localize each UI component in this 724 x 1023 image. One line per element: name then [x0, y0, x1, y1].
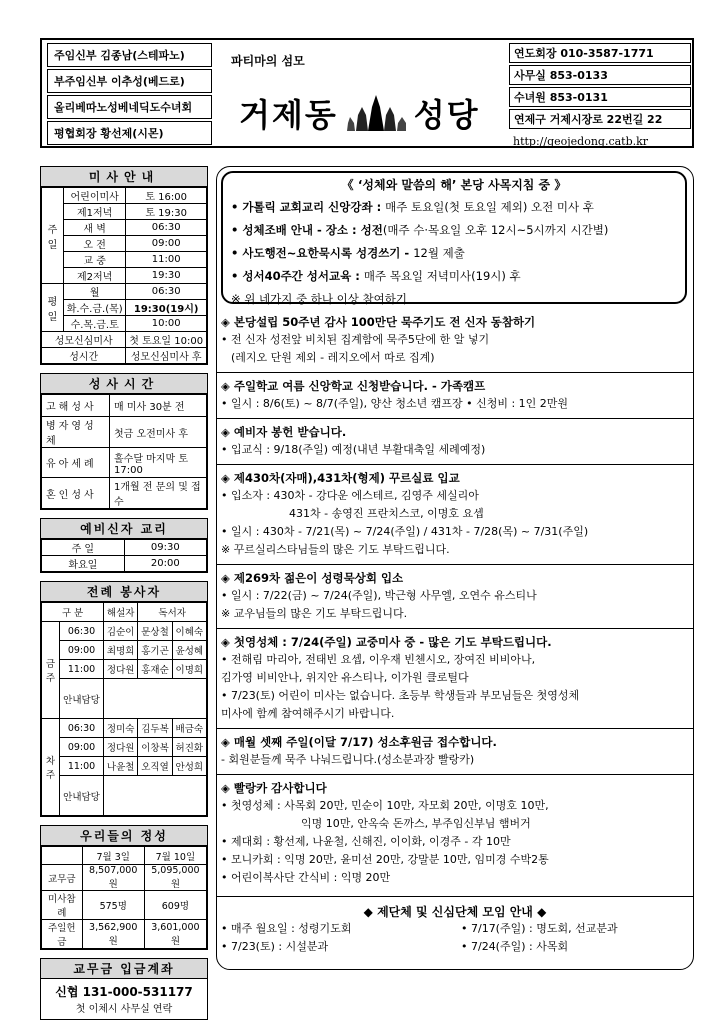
reader: 윤성혜 — [172, 641, 206, 660]
masthead — [217, 40, 507, 146]
catechumen-title: 예비신자 교리 — [41, 519, 207, 539]
stat-label: 미사참례 — [42, 891, 83, 920]
sacrament-name: 병자영성체 — [42, 417, 110, 448]
church-name — [239, 90, 480, 136]
stat-value: 609명 — [144, 891, 206, 920]
catechumen-class — [40, 518, 208, 573]
mass-name: 성시간 — [42, 348, 126, 364]
funeral-phone: 연도회장 010-3587-1771 — [509, 43, 691, 63]
notice-line: 익명 10만, 안옥숙 돈까스, 부주임신부님 햄버거 — [301, 817, 531, 830]
notice-line: • 어린이복사단 간식비 : 익명 20만 — [221, 871, 391, 884]
commentator: 정다원 — [104, 660, 138, 679]
commentator: 나윤철 — [104, 757, 138, 776]
sacrament-time: 홀수달 마지막 토 17:00 — [110, 448, 207, 478]
time-cell: 11:00 — [60, 757, 104, 776]
notice-line: • 일시 : 7/22(금) ~ 7/24(주일), 박근형 사무엘, 오연수 유스티나 — [221, 589, 537, 602]
notice-board — [216, 166, 694, 970]
mass-name: 월 — [64, 284, 126, 300]
sacrament-times — [40, 373, 208, 510]
reader: 오직열 — [138, 757, 172, 776]
usher-label: 안내담당 — [60, 679, 104, 719]
stat-value: 575명 — [82, 891, 144, 920]
notice-first-communion — [221, 633, 689, 723]
notice-line: • 전 신자 성전앞 비치된 집계함에 묵주5단에 한 알 넣기 — [221, 333, 490, 346]
group-row: • 7/23(토) : 시설분과 • 7/24(주일) : 사목회 — [221, 940, 569, 953]
class-day: 주 일 — [42, 540, 125, 556]
subtitle: 파티마의 섬모 — [231, 54, 305, 68]
notice-line: • 첫영성체 : 사목회 20만, 민순이 10만, 자모회 20만, 이명호 10만, — [221, 799, 549, 812]
council-president: 평협회장 황선제(시몬) — [47, 121, 212, 145]
guideline-item: • 사도행전~요한묵시록 성경쓰기 - 12월 제출 — [231, 246, 465, 260]
reader: 이창복 — [138, 738, 172, 757]
church-building-icon — [344, 93, 408, 133]
sacrament-title: 성사시간 — [41, 374, 207, 394]
mass-name: 어린이미사 — [64, 188, 126, 204]
col-header — [42, 847, 83, 865]
reader: 홍재순 — [138, 660, 172, 679]
commentator: 김순이 — [104, 622, 138, 641]
groups-title: ◆ 제단체 및 신심단체 모임 안내 ◆ — [363, 905, 547, 919]
convent-phone: 수녀원 853-0131 — [509, 87, 691, 107]
group-meetings — [221, 903, 689, 956]
office-phone: 사무실 853-0133 — [509, 65, 691, 85]
left-column — [40, 166, 208, 1023]
notice-line: • 전해림 마리아, 전태빈 요셉, 이우재 빈첸시오, 장여진 비비아나, — [221, 653, 536, 666]
col-header: 7월 10일 — [144, 847, 206, 865]
mass-name: 오 전 — [64, 236, 126, 252]
notice-line: ※ 꾸르실리스타님들의 많은 기도 부탁드립니다. — [221, 543, 450, 556]
church-name-right: 성당 — [413, 96, 480, 134]
mass-time: 토 16:00 — [126, 188, 207, 204]
class-time: 09:30 — [124, 540, 206, 556]
weekday-label: 평일 — [42, 284, 64, 332]
notice-line: 431차 - 송영진 프란치스코, 이명호 요셉 — [289, 507, 484, 520]
guideline-title: 《 ‘성체와 말씀의 해’ 본당 사목지침 중 》 — [341, 178, 567, 192]
col-header: 7월 3일 — [82, 847, 144, 865]
usher-cell — [104, 679, 207, 719]
mass-name: 화.수.금.(목) — [64, 300, 126, 316]
col-header: 구 분 — [42, 603, 104, 622]
this-week-label: 금주 — [42, 622, 60, 719]
sacrament-name: 고해성사 — [42, 395, 110, 417]
mass-schedule — [40, 166, 208, 365]
pastor: 주임신부 김종남(스테파노) — [47, 43, 212, 67]
stat-value: 3,562,900원 — [82, 920, 144, 949]
notice-line: ※ 교우님들의 많은 기도 부탁드립니다. — [221, 607, 408, 620]
next-week-label: 차주 — [42, 719, 60, 816]
mass-name: 제1저녁 — [64, 204, 126, 220]
notice-line: (레지오 단원 제외 - 레지오에서 따로 집계) — [231, 351, 435, 364]
mass-time: 11:00 — [126, 252, 207, 268]
stat-label: 교무금 — [42, 865, 83, 891]
notice-heading: ◈ 본당설립 50주년 감사 100만단 묵주기도 전 신자 동참하기 — [221, 315, 536, 329]
donation-account — [40, 958, 208, 1020]
notice-line: • 7/23(토) 어린이 미사는 없습니다. 초등부 학생들과 부모님들은 첫영성체 — [221, 689, 580, 702]
class-day: 화요일 — [42, 556, 125, 572]
time-cell: 06:30 — [60, 622, 104, 641]
reader: 이명희 — [172, 660, 206, 679]
sacrament-time: 매 미사 30분 전 — [110, 395, 207, 417]
guideline-item: • 성서40주간 성서교육 : 매주 목요일 저녁미사(19시) 후 — [231, 269, 521, 283]
sacrament-name: 혼인성사 — [42, 478, 110, 509]
contact-info — [509, 43, 691, 153]
pastoral-guideline — [221, 171, 687, 304]
group-row: • 매주 월요일 : 성령기도회 • 7/17(주일) : 명도회, 선교분과 — [221, 922, 618, 935]
mass-time: 19:30 — [126, 268, 207, 284]
commentator: 정미숙 — [104, 719, 138, 738]
notice-line: • 입소자 : 430차 - 강다운 에스테르, 김영주 세실리아 — [221, 489, 479, 502]
reader: 허진화 — [172, 738, 206, 757]
bulletin-header — [40, 38, 694, 148]
sisters: 올리베따노성베네딕도수녀회 — [47, 95, 212, 119]
account-title: 교무금 입금계좌 — [41, 959, 207, 979]
mass-time: 첫 토요일 10:00 — [126, 332, 207, 348]
notice-rosary — [221, 313, 689, 367]
notice-line: 미사에 함께 참여해주시기 바랍니다. — [221, 707, 395, 720]
reader: 안성희 — [172, 757, 206, 776]
website-link[interactable]: http://geojedong.catb.kr — [513, 134, 649, 148]
mass-title: 미사안내 — [41, 167, 207, 187]
guideline-item: • 가톨릭 교회교리 신앙강좌 : 매주 토요일(첫 토요일 제외) 오전 미사 후 — [231, 200, 594, 214]
commentator: 정다원 — [104, 738, 138, 757]
sunday-label: 주일 — [42, 188, 64, 284]
notice-heading: ◈ 제269차 젊은이 성령묵상회 입소 — [221, 571, 404, 585]
guideline-item: • 성체조배 안내 - 장소 : 성전(매주 수·목요일 오후 12시~5시까지 시간별) — [231, 223, 609, 237]
mass-name: 수.목.금.토 — [64, 316, 126, 332]
stat-label: 주일헌금 — [42, 920, 83, 949]
usher-cell — [104, 776, 207, 816]
mass-time: 성모신심미사 후 — [126, 348, 207, 364]
reader: 김두복 — [138, 719, 172, 738]
notice-heading: ◈ 예비자 봉헌 받습니다. — [221, 425, 347, 439]
stat-value: 8,507,000원 — [82, 865, 144, 891]
time-cell: 11:00 — [60, 660, 104, 679]
notice-youth-retreat — [221, 569, 689, 623]
mass-name: 새 벽 — [64, 220, 126, 236]
notice-vocation-fund — [221, 733, 689, 769]
church-name-left: 거제동 — [239, 96, 338, 134]
sacrament-time: 첫금 오전미사 후 — [110, 417, 207, 448]
mass-time: 토 19:30 — [126, 204, 207, 220]
col-header: 독서자 — [138, 603, 207, 622]
notice-line: • 제대회 : 황선제, 나윤철, 신해진, 이이화, 이경주 - 각 10만 — [221, 835, 511, 848]
notice-line: • 일시 : 8/6(토) ~ 8/7(주일), 양산 청소년 캠프장 • 신청비 : 1인 2만원 — [221, 397, 569, 410]
time-cell: 06:30 — [60, 719, 104, 738]
mass-name: 교 중 — [64, 252, 126, 268]
offering-title: 우리들의 정성 — [41, 826, 207, 846]
notice-line: • 일시 : 430차 - 7/21(목) ~ 7/24(주일) / 431차 - 7/28(목) ~ 7/31(주일) — [221, 525, 589, 538]
reader: 배금숙 — [172, 719, 206, 738]
reader: 홍기곤 — [138, 641, 172, 660]
sacrament-name: 유아세례 — [42, 448, 110, 478]
stat-value: 3,601,000원 — [144, 920, 206, 949]
notice-heading: ◈ 첫영성체 : 7/24(주일) 교중미사 중 - 많은 기도 부탁드립니다. — [221, 635, 552, 649]
notice-catechumen — [221, 423, 689, 459]
usher-label: 안내담당 — [60, 776, 104, 816]
notice-heading: ◈ 제430차(자매),431차(형제) 꾸르실료 입교 — [221, 471, 460, 485]
clergy-list — [47, 43, 212, 147]
class-time: 20:00 — [124, 556, 206, 572]
notice-heading: ◈ 주일학교 여름 신앙학교 신청받습니다. - 가족캠프 — [221, 379, 486, 393]
account-note: 첫 이체시 사무실 연락 — [75, 1004, 173, 1015]
notice-cursillo — [221, 469, 689, 559]
commentator: 최명희 — [104, 641, 138, 660]
servers-title: 전례 봉사자 — [41, 582, 207, 602]
notice-line: • 모니카회 : 익명 20만, 윤미선 20만, 강말분 10만, 임미경 수박2통 — [221, 853, 549, 866]
guideline-note: ※ 위 네가지 중 하나 이상 참여하기 — [231, 292, 407, 306]
time-cell: 09:00 — [60, 738, 104, 757]
col-header: 해설자 — [104, 603, 138, 622]
notice-line: 김가영 비비안나, 위지안 유스티나, 이가원 클로틸다 — [221, 671, 469, 684]
mass-time: 06:30 — [126, 284, 207, 300]
mass-time: 06:30 — [126, 220, 207, 236]
reader: 이혜숙 — [172, 622, 206, 641]
notice-line: - 회원분들께 묵주 나눠드립니다.(성소분과장 빨랑카) — [221, 753, 475, 766]
mass-name: 제2저녁 — [64, 268, 126, 284]
stat-value: 5,095,000원 — [144, 865, 206, 891]
reader: 문상철 — [138, 622, 172, 641]
notice-summer-camp — [221, 377, 689, 413]
mass-time: 10:00 — [126, 316, 207, 332]
mass-name: 성모신심미사 — [42, 332, 126, 348]
mass-time: 19:30(19시) — [126, 300, 207, 316]
time-cell: 09:00 — [60, 641, 104, 660]
account-number: 신협 131-000-531177 — [55, 985, 193, 999]
offering-stats — [40, 825, 208, 950]
mass-time: 09:00 — [126, 236, 207, 252]
liturgy-servers — [40, 581, 208, 817]
sacrament-time: 1개월 전 문의 및 접수 — [110, 478, 207, 509]
address: 연제구 거제시장로 22번길 22 — [509, 109, 691, 129]
assistant-pastor: 부주임신부 이추성(베드로) — [47, 69, 212, 93]
notice-line: • 입교식 : 9/18(주일) 예정(내년 부활대축일 세례예정) — [221, 443, 486, 456]
notice-heading: ◈ 빨랑카 감사합니다 — [221, 781, 327, 795]
notice-heading: ◈ 매월 셋째 주일(이달 7/17) 성소후원금 접수합니다. — [221, 735, 497, 749]
notice-palanca-thanks — [221, 779, 689, 887]
